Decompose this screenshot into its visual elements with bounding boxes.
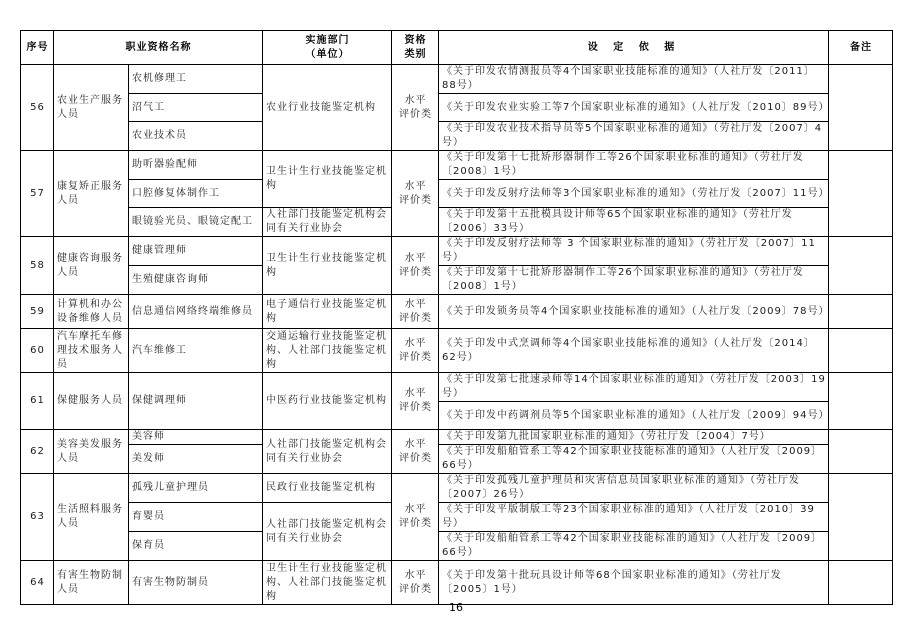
row-64-basis-1: 《关于印发第十批玩具设计师等68个国家职业标准的通知》（劳社厅发〔2005〕1号） (439, 561, 829, 605)
row-59-basis-1: 《关于印发锁务员等4个国家职业技能标准的通知》（人社厅发〔2009〕78号） (439, 295, 829, 329)
table-row (21, 180, 893, 208)
row-62-basis-1: 《关于印发第九批国家职业标准的通知》（劳社厅发〔2004〕7号） (439, 430, 829, 445)
document-page (20, 30, 892, 605)
row-57-category: 康复矫正服务人员 (54, 151, 129, 237)
row-61-type: 水平 评价类 (392, 373, 439, 430)
row-56-type: 水平 评价类 (392, 65, 439, 151)
table-row (21, 266, 893, 295)
row-64-note (829, 561, 893, 605)
table-row (21, 532, 893, 561)
page-number: 16 (449, 601, 463, 614)
row-63-department-2: 人社部门技能鉴定机构会同有关行业协会 (263, 503, 392, 561)
row-56-basis-1: 《关于印发农情测报员等4个国家职业技能标准的通知》（人社厅发〔2011〕88号） (439, 65, 829, 94)
row-64-type: 水平 评价类 (392, 561, 439, 605)
row-60-seq: 60 (21, 329, 54, 373)
row-59-seq: 59 (21, 295, 54, 329)
qualification-table (20, 30, 893, 605)
row-62-note (829, 430, 893, 474)
row-60-occupation-1: 汽车维修工 (129, 329, 263, 373)
row-56-occupation-1: 农机修理工 (129, 65, 263, 94)
row-58-category: 健康咨询服务人员 (54, 237, 129, 295)
row-62-department-1: 人社部门技能鉴定机构会同有关行业协会 (263, 430, 392, 474)
row-63-occupation-3: 保育员 (129, 532, 263, 561)
row-57-basis-1: 《关于印发第十七批矫形器制作工等26个国家职业标准的通知》（劳社厅发〔2008〕1号） (439, 151, 829, 180)
row-61-department-1: 中医药行业技能鉴定机构 (263, 373, 392, 430)
row-63-seq: 63 (21, 474, 54, 561)
row-62-seq: 62 (21, 430, 54, 474)
row-58-basis-1: 《关于印发反射疗法师等 3 个国家职业标准的通知》（劳社厅发〔2007〕11号） (439, 237, 829, 266)
row-58-occupation-1: 健康管理师 (129, 237, 263, 266)
header-qualification-name: 职业资格名称 (54, 31, 263, 65)
row-62-occupation-1: 美容师 (129, 430, 263, 445)
row-56-occupation-3: 农业技术员 (129, 122, 263, 151)
row-60-department-1: 交通运输行业技能鉴定机构、人社部门技能鉴定机构 (263, 329, 392, 373)
table-row (21, 208, 893, 237)
row-64-seq: 64 (21, 561, 54, 605)
row-59-occupation-1: 信息通信网络终端维修员 (129, 295, 263, 329)
row-61-category: 保健服务人员 (54, 373, 129, 430)
row-63-basis-1: 《关于印发孤残儿童护理员和灾害信息员国家职业标准的通知》（劳社厅发〔2007〕26号） (439, 474, 829, 503)
row-62-occupation-2: 美发师 (129, 445, 263, 474)
row-60-note (829, 329, 893, 373)
row-61-basis-2: 《关于印发中药调剂员等5个国家职业标准的通知》（人社厅发〔2009〕94号） (439, 402, 829, 430)
row-61-note (829, 373, 893, 430)
row-63-basis-2: 《关于印发平版制版工等23个国家职业标准的通知》（人社厅发〔2010〕39号） (439, 503, 829, 532)
row-57-occupation-1: 助听器验配师 (129, 151, 263, 180)
row-61-occupation-1: 保健调理师 (129, 373, 263, 430)
row-63-occupation-1: 孤残儿童护理员 (129, 474, 263, 503)
row-60-basis-1: 《关于印发中式烹调师等4个国家职业技能标准的通知》（人社厅发〔2014〕62号） (439, 329, 829, 373)
row-58-type: 水平 评价类 (392, 237, 439, 295)
row-63-type: 水平 评价类 (392, 474, 439, 561)
row-59-category: 计算机和办公设备维修人员 (54, 295, 129, 329)
table-row (21, 430, 893, 445)
row-63-occupation-2: 育婴员 (129, 503, 263, 532)
row-64-department-1: 卫生计生行业技能鉴定机构、人社部门技能鉴定机构 (263, 561, 392, 605)
row-56-department-1: 农业行业技能鉴定机构 (263, 65, 392, 151)
table-row (21, 445, 893, 474)
row-56-category: 农业生产服务人员 (54, 65, 129, 151)
table-row (21, 122, 893, 151)
row-57-note (829, 151, 893, 237)
header-type: 资格 类别 (392, 31, 439, 65)
row-62-type: 水平 评价类 (392, 430, 439, 474)
table-row (21, 373, 893, 402)
header-department: 实施部门 （单位） (263, 31, 392, 65)
row-57-basis-3: 《关于印发第十五批模具设计师等65个国家职业标准的通知》（劳社厅发〔2006〕33号） (439, 208, 829, 237)
row-57-department-1: 卫生计生行业技能鉴定机构 (263, 151, 392, 208)
table-row (21, 503, 893, 532)
row-58-occupation-2: 生殖健康咨询师 (129, 266, 263, 295)
row-63-note (829, 474, 893, 561)
row-63-department-1: 民政行业技能鉴定机构 (263, 474, 392, 503)
row-56-seq: 56 (21, 65, 54, 151)
row-59-note (829, 295, 893, 329)
row-62-category: 美容美发服务人员 (54, 430, 129, 474)
table-row (21, 94, 893, 122)
row-56-basis-2: 《关于印发农业实验工等7个国家职业标准的通知》（人社厅发〔2010〕89号） (439, 94, 829, 122)
table-row (21, 561, 893, 605)
row-57-seq: 57 (21, 151, 54, 237)
row-63-category: 生活照料服务人员 (54, 474, 129, 561)
row-59-type: 水平 评价类 (392, 295, 439, 329)
row-58-note (829, 237, 893, 295)
table-row (21, 237, 893, 266)
row-58-basis-2: 《关于印发第十七批矫形器制作工等26个国家职业标准的通知》（劳社厅发〔2008〕1号） (439, 266, 829, 295)
row-61-seq: 61 (21, 373, 54, 430)
row-58-seq: 58 (21, 237, 54, 295)
header-basis: 设 定 依 据 (439, 31, 829, 65)
row-60-category: 汽车摩托车修理技术服务人员 (54, 329, 129, 373)
table-row (21, 329, 893, 373)
row-64-category: 有害生物防制人员 (54, 561, 129, 605)
row-62-basis-2: 《关于印发船舶管系工等42个国家职业技能标准的通知》（人社厅发〔2009〕66号） (439, 445, 829, 474)
row-57-occupation-2: 口腔修复体制作工 (129, 180, 263, 208)
row-57-occupation-3: 眼镜验光员、眼镜定配工 (129, 208, 263, 237)
header-note: 备注 (829, 31, 893, 65)
header-row (21, 31, 893, 65)
row-61-basis-1: 《关于印发第七批速录师等14个国家职业标准的通知》（劳社厅发〔2003〕19号） (439, 373, 829, 402)
row-59-department-1: 电子通信行业技能鉴定机构 (263, 295, 392, 329)
row-56-occupation-2: 沼气工 (129, 94, 263, 122)
row-58-department-1: 卫生计生行业技能鉴定机构 (263, 237, 392, 295)
row-56-basis-3: 《关于印发农业技术指导员等5个国家职业标准的通知》（劳社厅发〔2007〕4号） (439, 122, 829, 151)
row-60-type: 水平 评价类 (392, 329, 439, 373)
header-seq: 序号 (21, 31, 54, 65)
row-57-department-2: 人社部门技能鉴定机构会同有关行业协会 (263, 208, 392, 237)
table-row (21, 295, 893, 329)
row-56-note (829, 65, 893, 151)
table-row (21, 474, 893, 503)
table-row (21, 65, 893, 94)
row-57-basis-2: 《关于印发反射疗法师等3个国家职业标准的通知》（劳社厅发〔2007〕11号） (439, 180, 829, 208)
table-row (21, 151, 893, 180)
row-64-occupation-1: 有害生物防制员 (129, 561, 263, 605)
row-57-type: 水平 评价类 (392, 151, 439, 237)
row-63-basis-3: 《关于印发船舶管系工等42个国家职业技能标准的通知》（人社厅发〔2009〕66号） (439, 532, 829, 561)
